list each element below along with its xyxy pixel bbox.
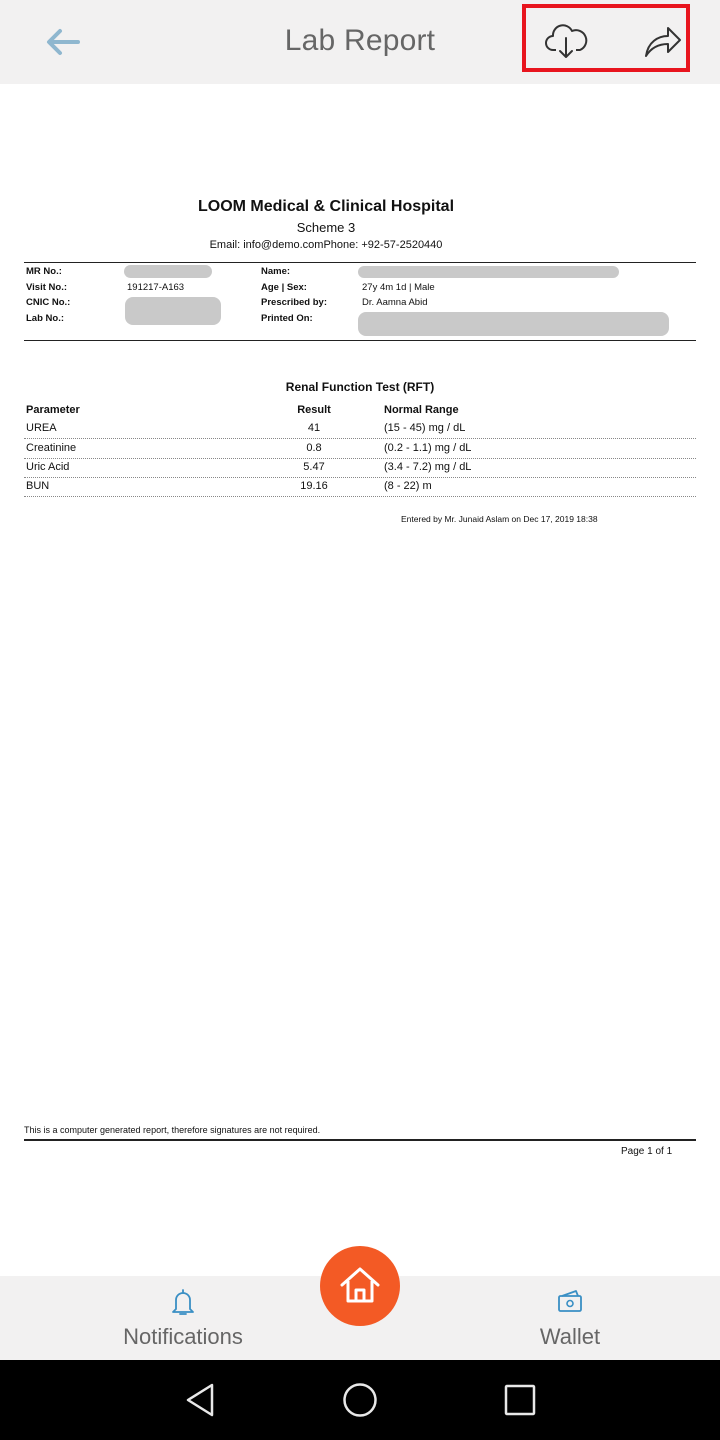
result-cell: 41 (307, 422, 321, 434)
parameter-cell: Uric Acid (26, 461, 70, 473)
divider (24, 1139, 696, 1141)
lab-no-label: Lab No.: (26, 313, 64, 324)
nav-notifications-label: Notifications (123, 1324, 243, 1349)
range-cell: (8 - 22) m (384, 480, 432, 492)
prescribed-by-label: Prescribed by: (261, 297, 327, 308)
share-button[interactable] (640, 22, 684, 62)
circle-home-icon (340, 1380, 380, 1420)
system-navigation-bar (0, 1360, 720, 1440)
system-home-button[interactable] (340, 1380, 380, 1420)
parameter-cell: Creatinine (26, 442, 77, 454)
table-row (24, 419, 696, 439)
redacted-cnic-lab (125, 297, 221, 325)
home-button[interactable] (320, 1246, 400, 1326)
nav-wallet[interactable] (500, 1276, 640, 1360)
nav-wallet-label: Wallet (539, 1324, 601, 1349)
result-cell: 5.47 (303, 461, 325, 473)
app-header (0, 0, 720, 84)
bell-icon (167, 1286, 199, 1318)
hospital-name: LOOM Medical & Clinical Hospital (197, 198, 455, 215)
home-icon (338, 1263, 382, 1307)
prescribed-by-value: Dr. Aamna Abid (362, 297, 428, 308)
square-recents-icon (500, 1380, 540, 1420)
system-back-button[interactable] (180, 1380, 220, 1420)
age-sex-value: 27y 4m 1d | Male (362, 282, 435, 293)
redacted-name (358, 266, 619, 278)
header-actions-highlight (522, 4, 690, 72)
system-recents-button[interactable] (500, 1380, 540, 1420)
lab-report-document[interactable] (0, 84, 720, 1276)
hospital-contact: Email: info@demo.comPhone: +92-57-2520440 (209, 239, 443, 251)
column-header-range: Normal Range (384, 404, 459, 416)
cnic-label: CNIC No.: (26, 297, 71, 308)
divider (24, 340, 696, 341)
entered-by-note: Entered by Mr. Junaid Aslam on Dec 17, 2019 18:38 (401, 514, 598, 524)
name-label: Name: (261, 266, 291, 277)
wallet-icon (554, 1286, 586, 1318)
share-arrow-icon (640, 22, 684, 62)
page-title: Lab Report (284, 24, 436, 57)
nav-notifications[interactable] (100, 1276, 266, 1360)
visit-no-label: Visit No.: (26, 282, 67, 293)
column-header-result: Result (297, 404, 331, 416)
cloud-download-icon (544, 22, 588, 62)
redacted-printed-on (358, 312, 669, 336)
table-row (24, 458, 696, 478)
result-cell: 19.16 (300, 480, 328, 492)
divider (24, 262, 696, 263)
result-cell: 0.8 (306, 442, 322, 454)
age-sex-label: Age | Sex: (261, 282, 307, 293)
visit-no-value: 191217-A163 (127, 282, 185, 293)
triangle-back-icon (180, 1380, 220, 1420)
parameter-cell: BUN (26, 480, 50, 492)
download-button[interactable] (544, 22, 588, 62)
range-cell: (3.4 - 7.2) mg / dL (384, 461, 472, 473)
scheme-label: Scheme 3 (296, 220, 356, 235)
test-title: Renal Function Test (RFT) (285, 380, 435, 394)
page-number: Page 1 of 1 (621, 1146, 673, 1157)
table-row (24, 439, 696, 459)
range-cell: (15 - 45) mg / dL (384, 422, 466, 434)
report-footnote: This is a computer generated report, therefore signatures are not required. (24, 1125, 321, 1135)
column-header-parameter: Parameter (26, 404, 80, 416)
printed-on-label: Printed On: (261, 313, 313, 324)
table-row (24, 477, 696, 497)
redacted-mr-no (124, 265, 212, 278)
parameter-cell: UREA (26, 422, 57, 434)
range-cell: (0.2 - 1.1) mg / dL (384, 442, 472, 454)
mr-no-label: MR No.: (26, 266, 62, 277)
